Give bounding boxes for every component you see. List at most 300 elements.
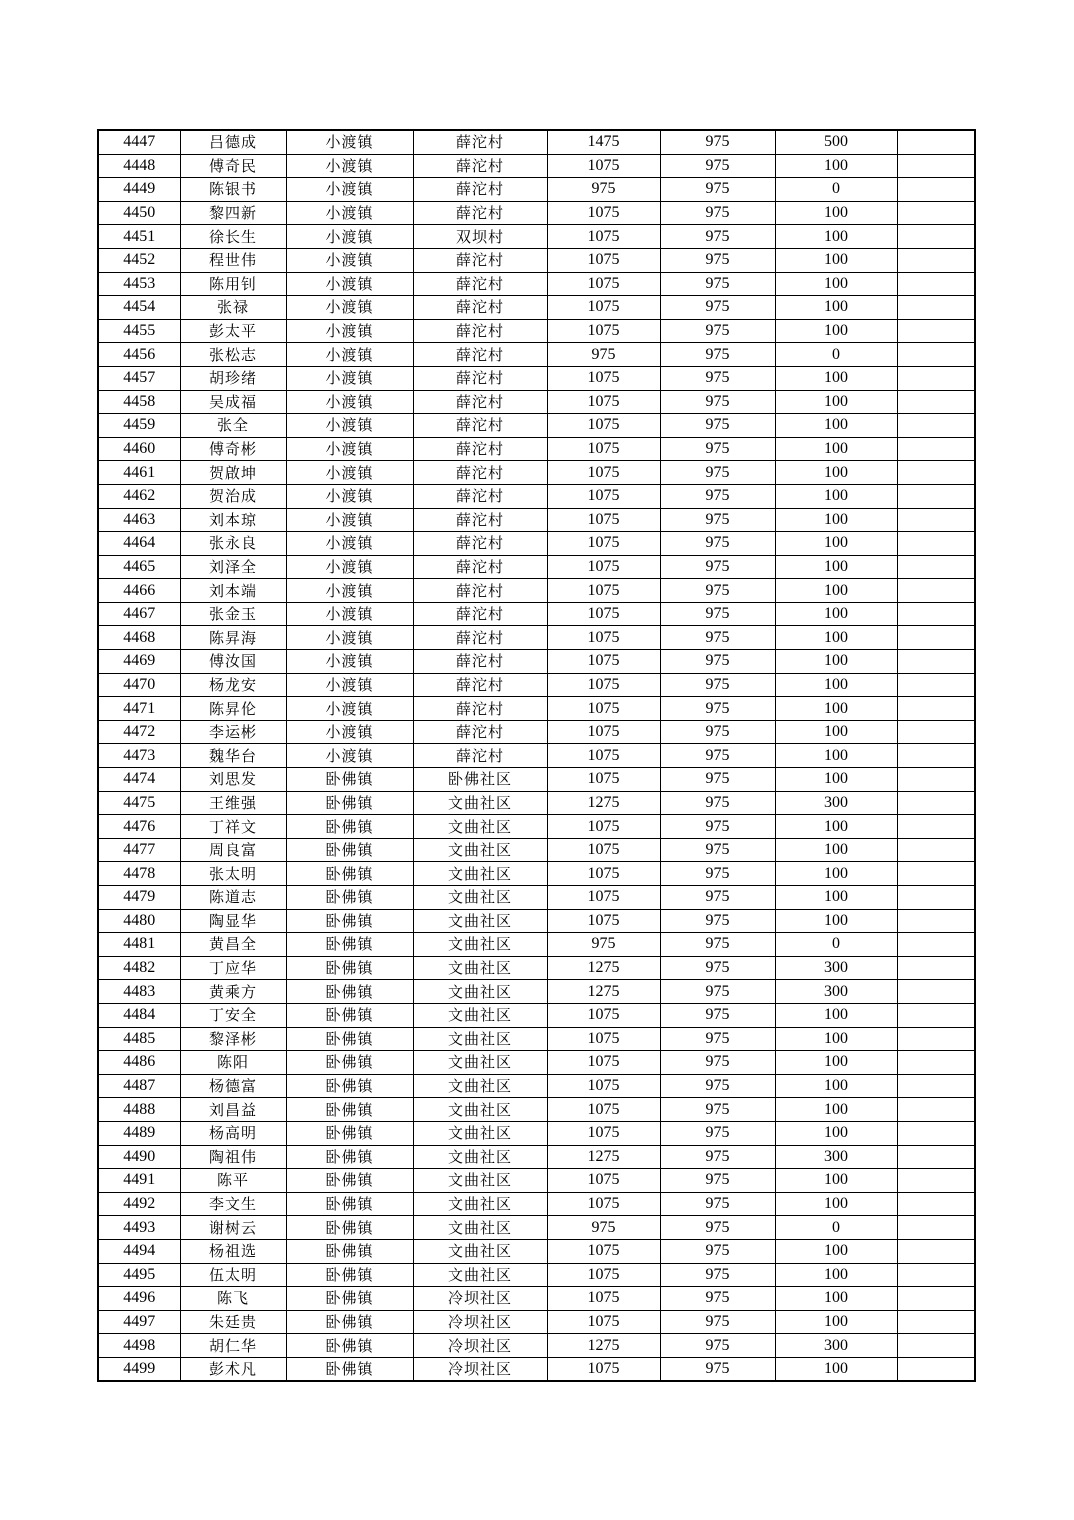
remark-cell <box>897 1051 975 1075</box>
town-cell: 卧佛镇 <box>286 791 413 815</box>
amount-b-cell: 975 <box>660 579 775 603</box>
amount-b-cell: 975 <box>660 272 775 296</box>
town-cell: 小渡镇 <box>286 390 413 414</box>
amount-b-cell: 975 <box>660 1192 775 1216</box>
table-row <box>98 1287 975 1311</box>
table-row <box>98 178 975 202</box>
serial-cell: 4457 <box>98 366 180 390</box>
village-cell: 文曲社区 <box>413 838 547 862</box>
amount-b-cell: 975 <box>660 1098 775 1122</box>
amount-b-cell: 975 <box>660 673 775 697</box>
village-cell: 文曲社区 <box>413 1145 547 1169</box>
name-cell: 陈飞 <box>180 1287 286 1311</box>
serial-cell: 4473 <box>98 744 180 768</box>
village-cell: 冷坝社区 <box>413 1287 547 1311</box>
table-row <box>98 956 975 980</box>
difference-cell: 100 <box>775 1003 897 1027</box>
town-cell: 卧佛镇 <box>286 980 413 1004</box>
amount-b-cell: 975 <box>660 1074 775 1098</box>
difference-cell: 100 <box>775 744 897 768</box>
village-cell: 文曲社区 <box>413 1169 547 1193</box>
amount-a-cell: 1075 <box>547 272 660 296</box>
serial-cell: 4469 <box>98 650 180 674</box>
difference-cell: 100 <box>775 886 897 910</box>
table-row <box>98 437 975 461</box>
amount-b-cell: 975 <box>660 555 775 579</box>
amount-b-cell: 975 <box>660 697 775 721</box>
name-cell: 丁祥文 <box>180 815 286 839</box>
serial-cell: 4452 <box>98 248 180 272</box>
table-row <box>98 1003 975 1027</box>
amount-b-cell: 975 <box>660 909 775 933</box>
town-cell: 卧佛镇 <box>286 1051 413 1075</box>
amount-b-cell: 975 <box>660 532 775 556</box>
remark-cell <box>897 1027 975 1051</box>
name-cell: 程世伟 <box>180 248 286 272</box>
village-cell: 薛沱村 <box>413 319 547 343</box>
difference-cell: 100 <box>775 1169 897 1193</box>
remark-cell <box>897 650 975 674</box>
serial-cell: 4483 <box>98 980 180 1004</box>
town-cell: 卧佛镇 <box>286 1169 413 1193</box>
name-cell: 刘本琼 <box>180 508 286 532</box>
amount-b-cell: 975 <box>660 1121 775 1145</box>
town-cell: 小渡镇 <box>286 532 413 556</box>
table-row <box>98 508 975 532</box>
remark-cell <box>897 201 975 225</box>
amount-a-cell: 1075 <box>547 1098 660 1122</box>
serial-cell: 4460 <box>98 437 180 461</box>
name-cell: 陈平 <box>180 1169 286 1193</box>
name-cell: 谢树云 <box>180 1216 286 1240</box>
remark-cell <box>897 1357 975 1381</box>
serial-cell: 4496 <box>98 1287 180 1311</box>
name-cell: 张太明 <box>180 862 286 886</box>
table-row <box>98 626 975 650</box>
town-cell: 小渡镇 <box>286 225 413 249</box>
table-row <box>98 1027 975 1051</box>
remark-cell <box>897 272 975 296</box>
village-cell: 文曲社区 <box>413 886 547 910</box>
amount-a-cell: 1075 <box>547 1263 660 1287</box>
village-cell: 文曲社区 <box>413 933 547 957</box>
amount-b-cell: 975 <box>660 366 775 390</box>
amount-b-cell: 975 <box>660 225 775 249</box>
serial-cell: 4462 <box>98 484 180 508</box>
table-row <box>98 602 975 626</box>
serial-cell: 4497 <box>98 1310 180 1334</box>
village-cell: 卧佛社区 <box>413 768 547 792</box>
table-row <box>98 272 975 296</box>
amount-b-cell: 975 <box>660 1239 775 1263</box>
remark-cell <box>897 532 975 556</box>
serial-cell: 4481 <box>98 933 180 957</box>
town-cell: 卧佛镇 <box>286 862 413 886</box>
town-cell: 小渡镇 <box>286 296 413 320</box>
amount-a-cell: 1275 <box>547 1334 660 1358</box>
serial-cell: 4468 <box>98 626 180 650</box>
amount-a-cell: 1075 <box>547 768 660 792</box>
name-cell: 伍太明 <box>180 1263 286 1287</box>
remark-cell <box>897 1169 975 1193</box>
serial-cell: 4466 <box>98 579 180 603</box>
serial-cell: 4470 <box>98 673 180 697</box>
amount-a-cell: 975 <box>547 933 660 957</box>
village-cell: 冷坝社区 <box>413 1357 547 1381</box>
difference-cell: 100 <box>775 862 897 886</box>
serial-cell: 4490 <box>98 1145 180 1169</box>
remark-cell <box>897 720 975 744</box>
name-cell: 陈银书 <box>180 178 286 202</box>
difference-cell: 300 <box>775 791 897 815</box>
difference-cell: 500 <box>775 130 897 154</box>
table-row <box>98 555 975 579</box>
table-row <box>98 1357 975 1381</box>
remark-cell <box>897 886 975 910</box>
table-row <box>98 815 975 839</box>
village-cell: 薛沱村 <box>413 650 547 674</box>
table-row <box>98 461 975 485</box>
remark-cell <box>897 1003 975 1027</box>
table-row <box>98 909 975 933</box>
amount-a-cell: 1075 <box>547 154 660 178</box>
difference-cell: 100 <box>775 272 897 296</box>
remark-cell <box>897 791 975 815</box>
name-cell: 朱廷贵 <box>180 1310 286 1334</box>
serial-cell: 4478 <box>98 862 180 886</box>
serial-cell: 4458 <box>98 390 180 414</box>
amount-b-cell: 975 <box>660 1334 775 1358</box>
name-cell: 张全 <box>180 414 286 438</box>
amount-b-cell: 975 <box>660 1287 775 1311</box>
amount-b-cell: 975 <box>660 343 775 367</box>
amount-a-cell: 1075 <box>547 225 660 249</box>
village-cell: 薛沱村 <box>413 414 547 438</box>
difference-cell: 100 <box>775 1263 897 1287</box>
amount-b-cell: 975 <box>660 602 775 626</box>
difference-cell: 100 <box>775 484 897 508</box>
name-cell: 傅奇彬 <box>180 437 286 461</box>
village-cell: 文曲社区 <box>413 1074 547 1098</box>
remark-cell <box>897 178 975 202</box>
difference-cell: 300 <box>775 980 897 1004</box>
table-row <box>98 532 975 556</box>
table-row <box>98 1263 975 1287</box>
amount-b-cell: 975 <box>660 650 775 674</box>
town-cell: 卧佛镇 <box>286 1287 413 1311</box>
table-body <box>98 130 975 1381</box>
amount-a-cell: 1075 <box>547 1051 660 1075</box>
town-cell: 卧佛镇 <box>286 1216 413 1240</box>
village-cell: 文曲社区 <box>413 1003 547 1027</box>
serial-cell: 4477 <box>98 838 180 862</box>
table-row <box>98 744 975 768</box>
amount-b-cell: 975 <box>660 933 775 957</box>
town-cell: 卧佛镇 <box>286 1121 413 1145</box>
village-cell: 薛沱村 <box>413 626 547 650</box>
serial-cell: 4498 <box>98 1334 180 1358</box>
village-cell: 薛沱村 <box>413 720 547 744</box>
difference-cell: 100 <box>775 366 897 390</box>
town-cell: 小渡镇 <box>286 579 413 603</box>
amount-a-cell: 1275 <box>547 956 660 980</box>
town-cell: 小渡镇 <box>286 154 413 178</box>
name-cell: 贺啟坤 <box>180 461 286 485</box>
remark-cell <box>897 366 975 390</box>
town-cell: 小渡镇 <box>286 178 413 202</box>
table-row <box>98 1239 975 1263</box>
village-cell: 文曲社区 <box>413 1027 547 1051</box>
village-cell: 薛沱村 <box>413 697 547 721</box>
table-row <box>98 720 975 744</box>
table-row <box>98 768 975 792</box>
table-row <box>98 838 975 862</box>
remark-cell <box>897 1239 975 1263</box>
name-cell: 陈阳 <box>180 1051 286 1075</box>
remark-cell <box>897 1310 975 1334</box>
village-cell: 文曲社区 <box>413 1051 547 1075</box>
amount-b-cell: 975 <box>660 178 775 202</box>
name-cell: 杨祖选 <box>180 1239 286 1263</box>
amount-b-cell: 975 <box>660 390 775 414</box>
table-row <box>98 390 975 414</box>
serial-cell: 4480 <box>98 909 180 933</box>
village-cell: 薛沱村 <box>413 532 547 556</box>
amount-a-cell: 1075 <box>547 1192 660 1216</box>
town-cell: 小渡镇 <box>286 414 413 438</box>
town-cell: 小渡镇 <box>286 673 413 697</box>
difference-cell: 100 <box>775 768 897 792</box>
amount-b-cell: 975 <box>660 744 775 768</box>
name-cell: 黄昌全 <box>180 933 286 957</box>
amount-a-cell: 1075 <box>547 366 660 390</box>
difference-cell: 100 <box>775 154 897 178</box>
amount-b-cell: 975 <box>660 154 775 178</box>
amount-a-cell: 1075 <box>547 1169 660 1193</box>
table-row <box>98 1098 975 1122</box>
table-row <box>98 484 975 508</box>
difference-cell: 100 <box>775 673 897 697</box>
difference-cell: 100 <box>775 1098 897 1122</box>
amount-b-cell: 975 <box>660 862 775 886</box>
table-row <box>98 862 975 886</box>
difference-cell: 100 <box>775 909 897 933</box>
amount-b-cell: 975 <box>660 414 775 438</box>
village-cell: 文曲社区 <box>413 956 547 980</box>
name-cell: 魏华台 <box>180 744 286 768</box>
town-cell: 小渡镇 <box>286 484 413 508</box>
amount-a-cell: 975 <box>547 343 660 367</box>
name-cell: 刘思发 <box>180 768 286 792</box>
amount-b-cell: 975 <box>660 484 775 508</box>
amount-a-cell: 1075 <box>547 1074 660 1098</box>
town-cell: 卧佛镇 <box>286 886 413 910</box>
remark-cell <box>897 1263 975 1287</box>
town-cell: 小渡镇 <box>286 720 413 744</box>
village-cell: 薛沱村 <box>413 248 547 272</box>
name-cell: 吴成福 <box>180 390 286 414</box>
village-cell: 文曲社区 <box>413 1263 547 1287</box>
village-cell: 薛沱村 <box>413 201 547 225</box>
village-cell: 薛沱村 <box>413 673 547 697</box>
town-cell: 小渡镇 <box>286 248 413 272</box>
town-cell: 小渡镇 <box>286 744 413 768</box>
serial-cell: 4492 <box>98 1192 180 1216</box>
amount-b-cell: 975 <box>660 296 775 320</box>
remark-cell <box>897 909 975 933</box>
amount-a-cell: 1075 <box>547 201 660 225</box>
table-row <box>98 248 975 272</box>
table-row <box>98 1051 975 1075</box>
amount-a-cell: 1075 <box>547 555 660 579</box>
village-cell: 文曲社区 <box>413 1098 547 1122</box>
name-cell: 胡珍绪 <box>180 366 286 390</box>
table-row <box>98 1216 975 1240</box>
difference-cell: 100 <box>775 461 897 485</box>
remark-cell <box>897 555 975 579</box>
amount-b-cell: 975 <box>660 720 775 744</box>
town-cell: 卧佛镇 <box>286 1074 413 1098</box>
village-cell: 薛沱村 <box>413 390 547 414</box>
name-cell: 陈用钊 <box>180 272 286 296</box>
remark-cell <box>897 130 975 154</box>
serial-cell: 4485 <box>98 1027 180 1051</box>
village-cell: 薛沱村 <box>413 343 547 367</box>
table-row <box>98 201 975 225</box>
serial-cell: 4447 <box>98 130 180 154</box>
amount-a-cell: 1075 <box>547 720 660 744</box>
remark-cell <box>897 1287 975 1311</box>
difference-cell: 100 <box>775 1357 897 1381</box>
table-row <box>98 414 975 438</box>
difference-cell: 100 <box>775 1287 897 1311</box>
town-cell: 小渡镇 <box>286 650 413 674</box>
town-cell: 卧佛镇 <box>286 815 413 839</box>
town-cell: 小渡镇 <box>286 555 413 579</box>
amount-a-cell: 1075 <box>547 886 660 910</box>
difference-cell: 0 <box>775 343 897 367</box>
serial-cell: 4454 <box>98 296 180 320</box>
amount-b-cell: 975 <box>660 508 775 532</box>
remark-cell <box>897 602 975 626</box>
town-cell: 小渡镇 <box>286 697 413 721</box>
name-cell: 陶显华 <box>180 909 286 933</box>
remark-cell <box>897 980 975 1004</box>
amount-a-cell: 1075 <box>547 532 660 556</box>
serial-cell: 4472 <box>98 720 180 744</box>
town-cell: 卧佛镇 <box>286 1239 413 1263</box>
table-row <box>98 1121 975 1145</box>
table-row <box>98 130 975 154</box>
data-table <box>97 129 976 1382</box>
name-cell: 胡仁华 <box>180 1334 286 1358</box>
serial-cell: 4487 <box>98 1074 180 1098</box>
town-cell: 小渡镇 <box>286 343 413 367</box>
town-cell: 卧佛镇 <box>286 1263 413 1287</box>
name-cell: 刘本端 <box>180 579 286 603</box>
difference-cell: 300 <box>775 1145 897 1169</box>
difference-cell: 100 <box>775 697 897 721</box>
amount-a-cell: 1075 <box>547 1357 660 1381</box>
table-row <box>98 154 975 178</box>
town-cell: 卧佛镇 <box>286 838 413 862</box>
name-cell: 黄乘方 <box>180 980 286 1004</box>
remark-cell <box>897 673 975 697</box>
town-cell: 小渡镇 <box>286 201 413 225</box>
amount-a-cell: 975 <box>547 178 660 202</box>
name-cell: 张松志 <box>180 343 286 367</box>
amount-a-cell: 1075 <box>547 602 660 626</box>
name-cell: 李运彬 <box>180 720 286 744</box>
village-cell: 文曲社区 <box>413 1121 547 1145</box>
amount-a-cell: 1275 <box>547 791 660 815</box>
amount-a-cell: 1075 <box>547 838 660 862</box>
town-cell: 卧佛镇 <box>286 1027 413 1051</box>
serial-cell: 4463 <box>98 508 180 532</box>
remark-cell <box>897 508 975 532</box>
difference-cell: 100 <box>775 1310 897 1334</box>
difference-cell: 0 <box>775 178 897 202</box>
difference-cell: 100 <box>775 296 897 320</box>
amount-b-cell: 975 <box>660 1310 775 1334</box>
amount-b-cell: 975 <box>660 1051 775 1075</box>
remark-cell <box>897 414 975 438</box>
village-cell: 文曲社区 <box>413 1192 547 1216</box>
amount-b-cell: 975 <box>660 626 775 650</box>
remark-cell <box>897 154 975 178</box>
remark-cell <box>897 768 975 792</box>
difference-cell: 100 <box>775 555 897 579</box>
difference-cell: 100 <box>775 248 897 272</box>
village-cell: 薛沱村 <box>413 508 547 532</box>
serial-cell: 4459 <box>98 414 180 438</box>
village-cell: 薛沱村 <box>413 579 547 603</box>
serial-cell: 4475 <box>98 791 180 815</box>
remark-cell <box>897 343 975 367</box>
village-cell: 薛沱村 <box>413 484 547 508</box>
remark-cell <box>897 437 975 461</box>
remark-cell <box>897 1216 975 1240</box>
serial-cell: 4479 <box>98 886 180 910</box>
amount-a-cell: 1075 <box>547 673 660 697</box>
name-cell: 杨高明 <box>180 1121 286 1145</box>
village-cell: 文曲社区 <box>413 909 547 933</box>
name-cell: 杨龙安 <box>180 673 286 697</box>
town-cell: 卧佛镇 <box>286 1334 413 1358</box>
town-cell: 小渡镇 <box>286 366 413 390</box>
remark-cell <box>897 248 975 272</box>
name-cell: 周良富 <box>180 838 286 862</box>
name-cell: 刘泽全 <box>180 555 286 579</box>
serial-cell: 4486 <box>98 1051 180 1075</box>
difference-cell: 100 <box>775 319 897 343</box>
amount-b-cell: 975 <box>660 1263 775 1287</box>
village-cell: 冷坝社区 <box>413 1310 547 1334</box>
village-cell: 双坝村 <box>413 225 547 249</box>
difference-cell: 100 <box>775 437 897 461</box>
remark-cell <box>897 579 975 603</box>
difference-cell: 100 <box>775 815 897 839</box>
serial-cell: 4449 <box>98 178 180 202</box>
village-cell: 文曲社区 <box>413 1216 547 1240</box>
table-row <box>98 366 975 390</box>
name-cell: 徐长生 <box>180 225 286 249</box>
remark-cell <box>897 484 975 508</box>
serial-cell: 4471 <box>98 697 180 721</box>
name-cell: 彭术凡 <box>180 1357 286 1381</box>
remark-cell <box>897 933 975 957</box>
village-cell: 薛沱村 <box>413 366 547 390</box>
